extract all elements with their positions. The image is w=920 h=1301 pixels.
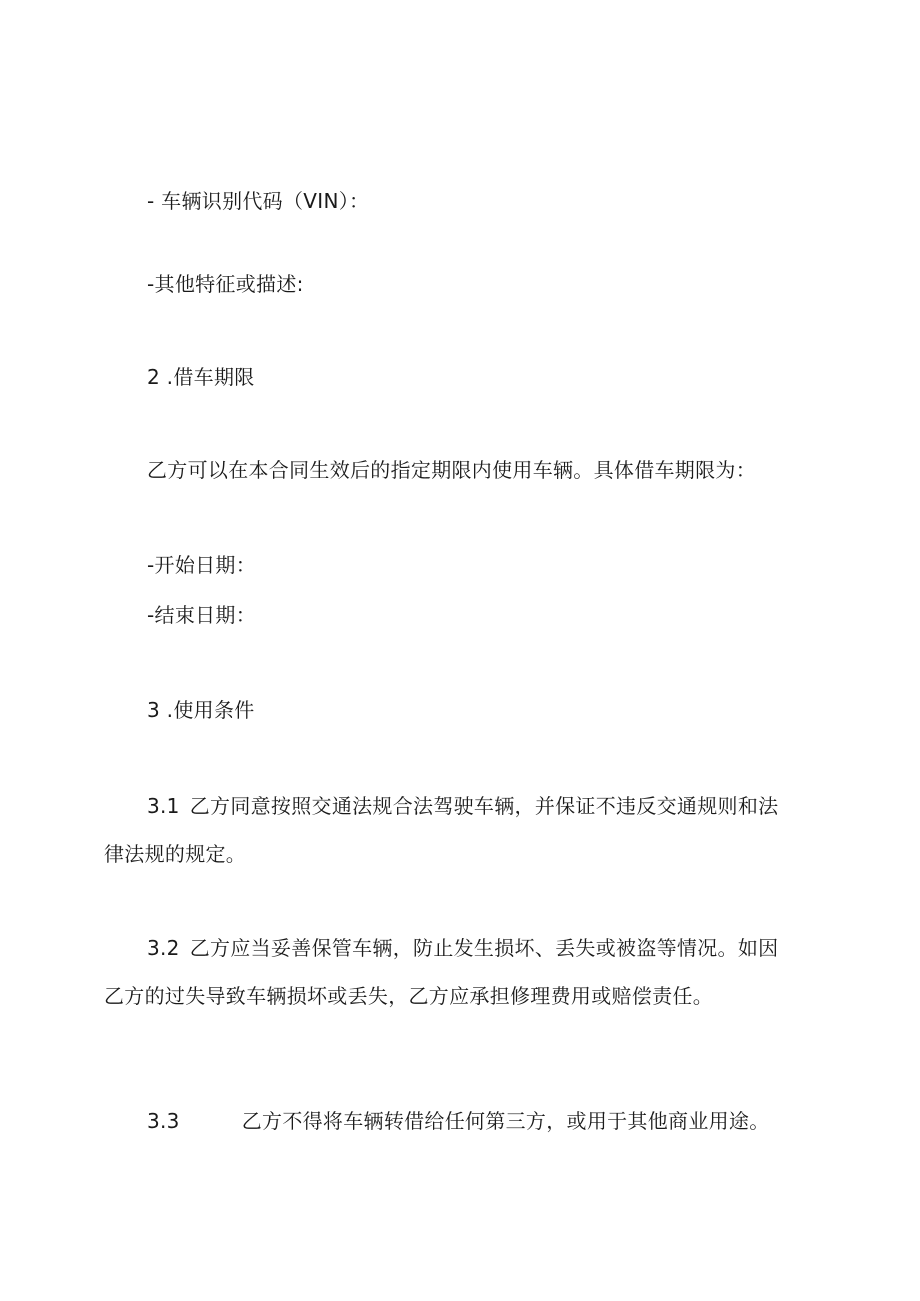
- clause-number: 3.2: [147, 936, 180, 960]
- section-2-intro: 乙方可以在本合同生效后的指定期限内使用车辆。具体借车期限为：: [147, 458, 756, 482]
- clause-3-3-line: [147, 1109, 770, 1133]
- end-date-label: -结束日期：: [147, 603, 257, 627]
- clause-number: 3.3: [147, 1109, 180, 1133]
- section-3-heading: 3 .使用条件: [147, 698, 255, 722]
- clause-3-1-second-line: 律法规的规定。: [104, 842, 247, 866]
- clause-text: 乙方不得将车辆转借给任何第三方，或用于其他商业用途。: [241, 1109, 770, 1133]
- vin-label: - 车辆识别代码（VIN）：: [147, 189, 370, 213]
- clause-3-1-first-line: [147, 794, 778, 818]
- clause-text: 乙方应当妥善保管车辆，防止发生损坏、丢失或被盗等情况。如因: [189, 936, 779, 960]
- clause-3-2-first-line: [147, 936, 778, 960]
- other-features-label: -其他特征或描述:: [147, 272, 304, 296]
- clause-3-2-second-line: 乙方的过失导致车辆损坏或丢失，乙方应承担修理费用或赔偿责任。: [104, 984, 713, 1008]
- clause-number: 3.1: [147, 794, 180, 818]
- start-date-label: -开始日期：: [147, 553, 257, 577]
- clause-text: 乙方同意按照交通法规合法驾驶车辆，并保证不违反交通规则和法: [189, 794, 779, 818]
- section-2-heading: 2 .借车期限: [147, 365, 255, 389]
